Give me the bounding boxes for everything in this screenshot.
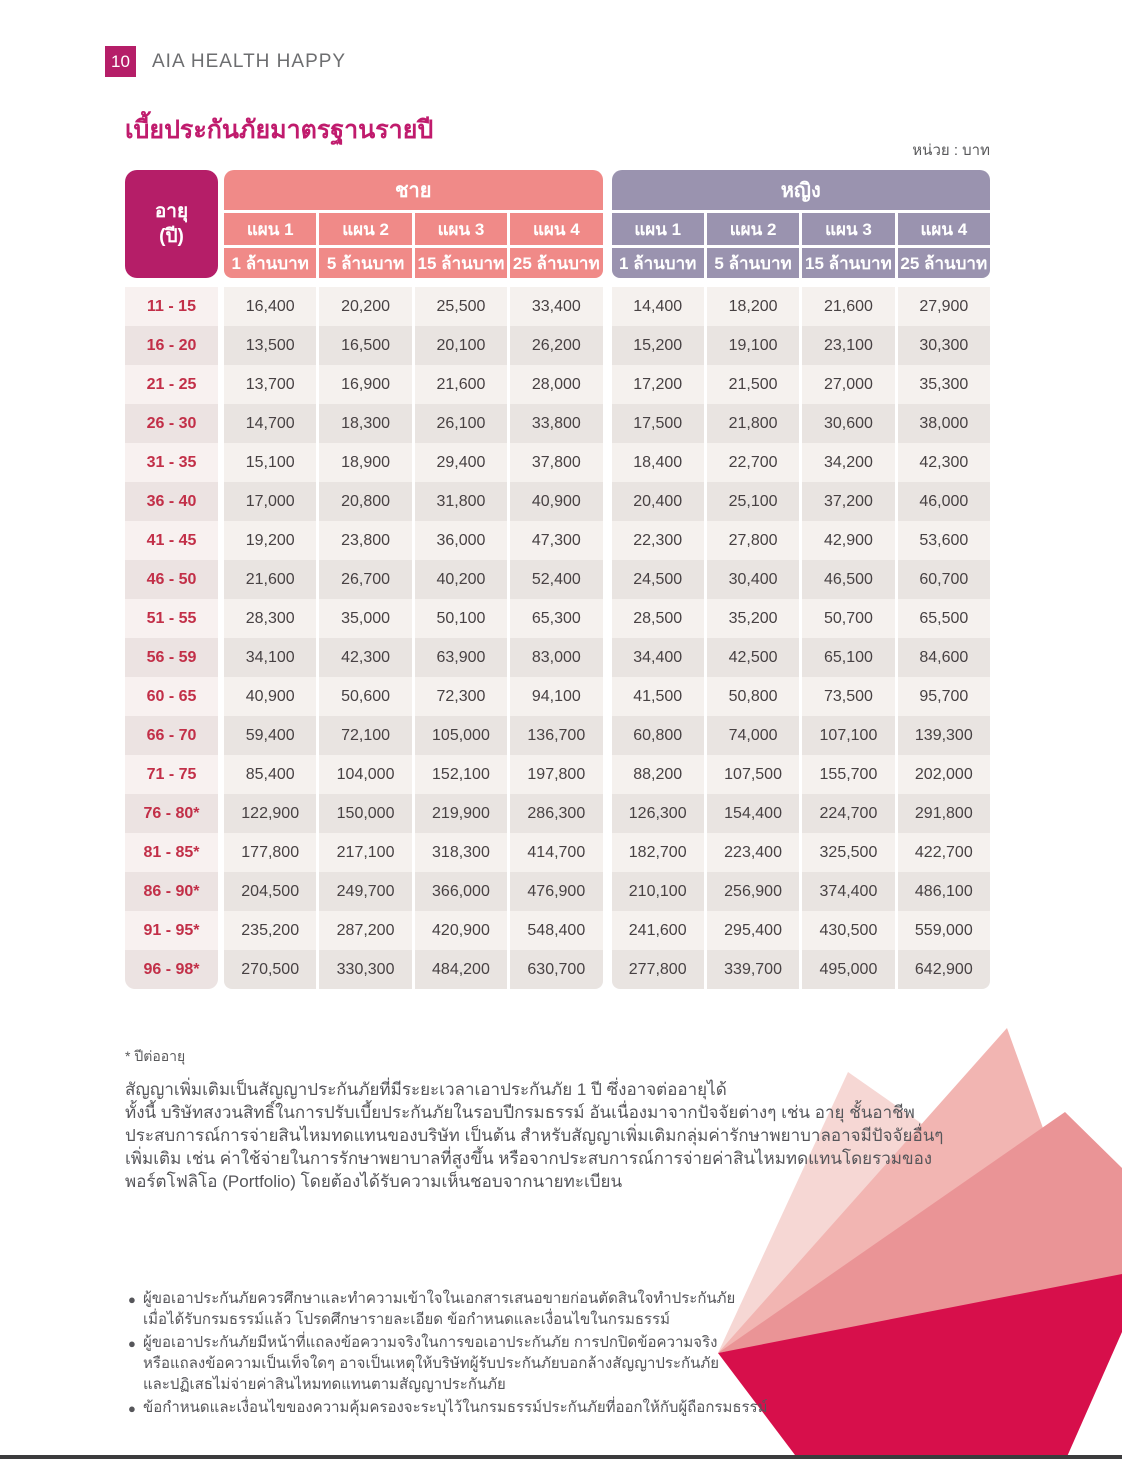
premium-cell-female: 35,200 xyxy=(707,599,799,638)
premium-cell-female: 25,100 xyxy=(707,482,799,521)
premium-cell-female: 65,100 xyxy=(802,638,894,677)
note-line: และปฏิเสธไม่จ่ายค่าสินไหมทดแทนตามสัญญาประกันภัย xyxy=(143,1376,506,1393)
premium-cell-male: 23,800 xyxy=(319,521,411,560)
brand-title: AIA HEALTH HAPPY xyxy=(152,50,347,72)
premium-table xyxy=(125,170,990,989)
premium-cell-male: 33,400 xyxy=(510,287,602,326)
premium-cell-male: 50,600 xyxy=(319,677,411,716)
premium-cell-male: 330,300 xyxy=(319,950,411,989)
female-gender-band: หญิง xyxy=(612,170,991,210)
premium-cell-female: 15,200 xyxy=(612,326,704,365)
table-row xyxy=(125,521,990,560)
list-item xyxy=(128,1288,768,1330)
premium-cell-female: 38,000 xyxy=(898,404,990,443)
premium-cell-female: 374,400 xyxy=(802,872,894,911)
premium-cell-female: 256,900 xyxy=(707,872,799,911)
male-sum-1: 1 ล้านบาท xyxy=(224,248,316,278)
table-row xyxy=(125,872,990,911)
premium-cell-female: 17,500 xyxy=(612,404,704,443)
premium-cell-male: 21,600 xyxy=(224,560,316,599)
age-range-cell: 56 - 59 xyxy=(125,638,218,677)
document-header xyxy=(105,46,346,77)
notes-list xyxy=(128,1288,768,1421)
paragraph-line: ทั้งนี้ บริษัทสงวนสิทธิ์ในการปรับเบี้ยประกันภัยในรอบปีกรมธรรม์ อันเนื่องมาจากปัจจัยต่างๆ เช่น อายุ ชั้นอาชีพ xyxy=(125,1103,915,1122)
premium-cell-male: 47,300 xyxy=(510,521,602,560)
table-row xyxy=(125,365,990,404)
premium-cell-male: 28,300 xyxy=(224,599,316,638)
age-range-cell: 11 - 15 xyxy=(125,287,218,326)
premium-cell-male: 14,700 xyxy=(224,404,316,443)
premium-cell-female: 42,300 xyxy=(898,443,990,482)
premium-cell-male: 26,200 xyxy=(510,326,602,365)
disclaimer-paragraph xyxy=(125,1078,943,1193)
unit-label: หน่วย : บาท xyxy=(912,142,990,159)
table-row xyxy=(125,911,990,950)
premium-cell-male: 484,200 xyxy=(415,950,507,989)
male-group-header xyxy=(224,170,603,278)
premium-cell-male: 28,000 xyxy=(510,365,602,404)
premium-cell-female: 422,700 xyxy=(898,833,990,872)
premium-cell-male: 476,900 xyxy=(510,872,602,911)
premium-cell-male: 16,400 xyxy=(224,287,316,326)
premium-cell-male: 83,000 xyxy=(510,638,602,677)
premium-cell-female: 325,500 xyxy=(802,833,894,872)
premium-cell-female: 210,100 xyxy=(612,872,704,911)
premium-cell-male: 286,300 xyxy=(510,794,602,833)
table-row xyxy=(125,677,990,716)
premium-cell-female: 21,800 xyxy=(707,404,799,443)
premium-cell-male: 63,900 xyxy=(415,638,507,677)
paragraph-line: เพิ่มเติม เช่น ค่าใช้จ่ายในการรักษาพยาบาลที่สูงขึ้น หรือจากประสบการณ์การจ่ายค่าสินไหมทดแทนโดยรวมของ xyxy=(125,1149,933,1168)
premium-cell-male: 72,100 xyxy=(319,716,411,755)
premium-cell-female: 65,500 xyxy=(898,599,990,638)
premium-cell-female: 84,600 xyxy=(898,638,990,677)
premium-cell-female: 223,400 xyxy=(707,833,799,872)
male-plan-4: แผน 4 xyxy=(510,213,602,245)
table-row xyxy=(125,794,990,833)
age-header-line2: (ปี) xyxy=(159,226,184,247)
table-row xyxy=(125,638,990,677)
premium-cell-male: 21,600 xyxy=(415,365,507,404)
age-range-cell: 26 - 30 xyxy=(125,404,218,443)
table-row xyxy=(125,482,990,521)
paragraph-line: พอร์ตโฟลิโอ (Portfolio) โดยต้องได้รับความเห็นชอบจากนายทะเบียน xyxy=(125,1172,623,1191)
premium-cell-male: 40,200 xyxy=(415,560,507,599)
premium-cell-female: 241,600 xyxy=(612,911,704,950)
premium-cell-female: 277,800 xyxy=(612,950,704,989)
premium-cell-female: 486,100 xyxy=(898,872,990,911)
premium-cell-female: 35,300 xyxy=(898,365,990,404)
male-sum-4: 25 ล้านบาท xyxy=(510,248,602,278)
bullet-icon: ● xyxy=(128,1336,136,1351)
table-row xyxy=(125,599,990,638)
premium-cell-male: 40,900 xyxy=(224,677,316,716)
premium-cell-male: 18,300 xyxy=(319,404,411,443)
premium-cell-female: 30,300 xyxy=(898,326,990,365)
premium-cell-female: 339,700 xyxy=(707,950,799,989)
page-number: 10 xyxy=(105,46,136,77)
table-header xyxy=(125,170,990,278)
premium-cell-female: 291,800 xyxy=(898,794,990,833)
premium-cell-male: 35,000 xyxy=(319,599,411,638)
premium-cell-male: 26,700 xyxy=(319,560,411,599)
premium-cell-male: 50,100 xyxy=(415,599,507,638)
page-title: เบี้ยประกันภัยมาตรฐานรายปี xyxy=(125,116,434,144)
male-sum-row xyxy=(224,248,603,278)
table-row xyxy=(125,755,990,794)
male-sum-3: 15 ล้านบาท xyxy=(415,248,507,278)
premium-cell-female: 28,500 xyxy=(612,599,704,638)
premium-cell-female: 155,700 xyxy=(802,755,894,794)
premium-cell-male: 197,800 xyxy=(510,755,602,794)
premium-cell-female: 73,500 xyxy=(802,677,894,716)
premium-cell-female: 14,400 xyxy=(612,287,704,326)
premium-cell-female: 27,900 xyxy=(898,287,990,326)
premium-cell-female: 46,500 xyxy=(802,560,894,599)
premium-cell-male: 33,800 xyxy=(510,404,602,443)
premium-cell-female: 430,500 xyxy=(802,911,894,950)
female-sum-1: 1 ล้านบาท xyxy=(612,248,704,278)
premium-cell-female: 42,500 xyxy=(707,638,799,677)
premium-cell-female: 60,700 xyxy=(898,560,990,599)
premium-cell-female: 107,100 xyxy=(802,716,894,755)
premium-cell-female: 202,000 xyxy=(898,755,990,794)
age-range-cell: 31 - 35 xyxy=(125,443,218,482)
paragraph-line: สัญญาเพิ่มเติมเป็นสัญญาประกันภัยที่มีระยะเวลาเอาประกันภัย 1 ปี ซึ่งอาจต่ออายุได้ xyxy=(125,1080,727,1099)
premium-table-body xyxy=(125,287,990,989)
female-plan-row xyxy=(612,213,991,245)
bullet-icon: ● xyxy=(128,1292,136,1307)
premium-cell-male: 16,900 xyxy=(319,365,411,404)
female-plan-4: แผน 4 xyxy=(898,213,990,245)
premium-cell-female: 74,000 xyxy=(707,716,799,755)
premium-cell-female: 50,800 xyxy=(707,677,799,716)
premium-cell-female: 18,400 xyxy=(612,443,704,482)
premium-cell-female: 41,500 xyxy=(612,677,704,716)
premium-cell-male: 52,400 xyxy=(510,560,602,599)
age-range-cell: 76 - 80* xyxy=(125,794,218,833)
premium-cell-male: 72,300 xyxy=(415,677,507,716)
premium-cell-male: 37,800 xyxy=(510,443,602,482)
list-item xyxy=(128,1332,768,1395)
age-range-cell: 96 - 98* xyxy=(125,950,218,989)
female-sum-4: 25 ล้านบาท xyxy=(898,248,990,278)
age-range-cell: 60 - 65 xyxy=(125,677,218,716)
premium-cell-male: 65,300 xyxy=(510,599,602,638)
premium-cell-female: 30,400 xyxy=(707,560,799,599)
premium-cell-female: 27,000 xyxy=(802,365,894,404)
premium-cell-female: 295,400 xyxy=(707,911,799,950)
premium-cell-male: 94,100 xyxy=(510,677,602,716)
table-row xyxy=(125,326,990,365)
premium-cell-female: 46,000 xyxy=(898,482,990,521)
female-sum-row xyxy=(612,248,991,278)
premium-cell-male: 249,700 xyxy=(319,872,411,911)
premium-cell-male: 34,100 xyxy=(224,638,316,677)
bullet-icon: ● xyxy=(128,1401,136,1416)
table-row xyxy=(125,287,990,326)
premium-cell-female: 60,800 xyxy=(612,716,704,755)
premium-cell-female: 34,400 xyxy=(612,638,704,677)
note-line: ผู้ขอเอาประกันภัยมีหน้าที่แถลงข้อความจริงในการขอเอาประกันภัย การปกปิดข้อความจริง xyxy=(143,1334,718,1351)
male-plan-1: แผน 1 xyxy=(224,213,316,245)
premium-cell-male: 630,700 xyxy=(510,950,602,989)
premium-cell-male: 122,900 xyxy=(224,794,316,833)
premium-cell-male: 217,100 xyxy=(319,833,411,872)
premium-cell-male: 13,700 xyxy=(224,365,316,404)
premium-cell-female: 42,900 xyxy=(802,521,894,560)
premium-cell-female: 95,700 xyxy=(898,677,990,716)
premium-cell-female: 495,000 xyxy=(802,950,894,989)
premium-cell-male: 13,500 xyxy=(224,326,316,365)
premium-cell-male: 42,300 xyxy=(319,638,411,677)
premium-cell-female: 53,600 xyxy=(898,521,990,560)
age-range-cell: 71 - 75 xyxy=(125,755,218,794)
premium-cell-male: 19,200 xyxy=(224,521,316,560)
male-plan-row xyxy=(224,213,603,245)
premium-cell-female: 20,400 xyxy=(612,482,704,521)
premium-cell-male: 105,000 xyxy=(415,716,507,755)
age-range-cell: 86 - 90* xyxy=(125,872,218,911)
premium-cell-male: 177,800 xyxy=(224,833,316,872)
female-sum-2: 5 ล้านบาท xyxy=(707,248,799,278)
table-row xyxy=(125,443,990,482)
note-line: ข้อกำหนดและเงื่อนไขของความคุ้มครองจะระบุไว้ในกรมธรรม์ประกันภัยที่ออกให้กับผู้ถือกรมธรรม์ xyxy=(143,1399,768,1416)
table-row xyxy=(125,716,990,755)
premium-cell-male: 29,400 xyxy=(415,443,507,482)
page-bottom-edge xyxy=(0,1455,1122,1459)
age-header-cell xyxy=(125,170,218,278)
premium-cell-male: 270,500 xyxy=(224,950,316,989)
premium-cell-male: 414,700 xyxy=(510,833,602,872)
premium-cell-female: 22,300 xyxy=(612,521,704,560)
female-plan-3: แผน 3 xyxy=(802,213,894,245)
age-range-cell: 21 - 25 xyxy=(125,365,218,404)
note-line: ผู้ขอเอาประกันภัยควรศึกษาและทำความเข้าใจในเอกสารเสนอขายก่อนตัดสินใจทำประกันภัย xyxy=(143,1290,736,1307)
premium-cell-female: 37,200 xyxy=(802,482,894,521)
premium-cell-male: 40,900 xyxy=(510,482,602,521)
table-row xyxy=(125,833,990,872)
list-item xyxy=(128,1397,768,1419)
premium-cell-male: 420,900 xyxy=(415,911,507,950)
female-sum-3: 15 ล้านบาท xyxy=(802,248,894,278)
premium-cell-male: 20,200 xyxy=(319,287,411,326)
premium-cell-male: 548,400 xyxy=(510,911,602,950)
premium-cell-female: 642,900 xyxy=(898,950,990,989)
premium-cell-male: 36,000 xyxy=(415,521,507,560)
premium-cell-female: 21,600 xyxy=(802,287,894,326)
age-range-cell: 41 - 45 xyxy=(125,521,218,560)
premium-cell-male: 104,000 xyxy=(319,755,411,794)
female-group-header xyxy=(612,170,991,278)
paragraph-line: ประสบการณ์การจ่ายสินไหมทดแทนของบริษัท เป็นต้น สำหรับสัญญาเพิ่มเติมกลุ่มค่ารักษาพยาบาลอาจมีปัจจัยอื่นๆ xyxy=(125,1126,944,1145)
premium-cell-male: 152,100 xyxy=(415,755,507,794)
premium-cell-female: 18,200 xyxy=(707,287,799,326)
premium-cell-male: 25,500 xyxy=(415,287,507,326)
premium-cell-male: 17,000 xyxy=(224,482,316,521)
premium-cell-female: 24,500 xyxy=(612,560,704,599)
premium-cell-female: 559,000 xyxy=(898,911,990,950)
premium-cell-male: 150,000 xyxy=(319,794,411,833)
premium-cell-male: 235,200 xyxy=(224,911,316,950)
premium-cell-male: 20,800 xyxy=(319,482,411,521)
premium-cell-male: 16,500 xyxy=(319,326,411,365)
male-sum-2: 5 ล้านบาท xyxy=(319,248,411,278)
note-line: หรือแถลงข้อความเป็นเท็จใดๆ อาจเป็นเหตุให้บริษัทผู้รับประกันภัยบอกล้างสัญญาประกันภัย xyxy=(143,1355,720,1372)
premium-cell-male: 18,900 xyxy=(319,443,411,482)
premium-cell-male: 59,400 xyxy=(224,716,316,755)
table-row xyxy=(125,404,990,443)
premium-cell-male: 287,200 xyxy=(319,911,411,950)
premium-cell-male: 204,500 xyxy=(224,872,316,911)
premium-cell-female: 21,500 xyxy=(707,365,799,404)
male-plan-3: แผน 3 xyxy=(415,213,507,245)
table-row xyxy=(125,560,990,599)
premium-cell-female: 224,700 xyxy=(802,794,894,833)
male-gender-band: ชาย xyxy=(224,170,603,210)
premium-cell-female: 107,500 xyxy=(707,755,799,794)
age-range-cell: 16 - 20 xyxy=(125,326,218,365)
footnote: * ปีต่ออายุ xyxy=(125,1048,186,1064)
male-plan-2: แผน 2 xyxy=(319,213,411,245)
premium-cell-female: 30,600 xyxy=(802,404,894,443)
age-range-cell: 66 - 70 xyxy=(125,716,218,755)
premium-cell-female: 23,100 xyxy=(802,326,894,365)
premium-cell-male: 366,000 xyxy=(415,872,507,911)
age-header-line1: อายุ xyxy=(154,201,189,222)
premium-cell-male: 20,100 xyxy=(415,326,507,365)
premium-cell-female: 34,200 xyxy=(802,443,894,482)
premium-cell-male: 318,300 xyxy=(415,833,507,872)
age-range-cell: 91 - 95* xyxy=(125,911,218,950)
premium-cell-female: 139,300 xyxy=(898,716,990,755)
premium-cell-female: 154,400 xyxy=(707,794,799,833)
premium-cell-female: 17,200 xyxy=(612,365,704,404)
premium-cell-male: 31,800 xyxy=(415,482,507,521)
premium-cell-female: 126,300 xyxy=(612,794,704,833)
premium-cell-female: 88,200 xyxy=(612,755,704,794)
premium-cell-male: 136,700 xyxy=(510,716,602,755)
table-row xyxy=(125,950,990,989)
age-range-cell: 36 - 40 xyxy=(125,482,218,521)
female-plan-2: แผน 2 xyxy=(707,213,799,245)
premium-cell-female: 19,100 xyxy=(707,326,799,365)
age-range-cell: 51 - 55 xyxy=(125,599,218,638)
premium-cell-male: 85,400 xyxy=(224,755,316,794)
age-range-cell: 46 - 50 xyxy=(125,560,218,599)
female-plan-1: แผน 1 xyxy=(612,213,704,245)
premium-cell-male: 26,100 xyxy=(415,404,507,443)
premium-cell-female: 22,700 xyxy=(707,443,799,482)
premium-cell-female: 182,700 xyxy=(612,833,704,872)
premium-cell-female: 27,800 xyxy=(707,521,799,560)
premium-cell-female: 50,700 xyxy=(802,599,894,638)
age-range-cell: 81 - 85* xyxy=(125,833,218,872)
premium-cell-male: 15,100 xyxy=(224,443,316,482)
premium-cell-male: 219,900 xyxy=(415,794,507,833)
note-line: เมื่อได้รับกรมธรรม์แล้ว โปรดศึกษารายละเอียด ข้อกำหนดและเงื่อนไขในกรมธรรม์ xyxy=(143,1311,670,1328)
